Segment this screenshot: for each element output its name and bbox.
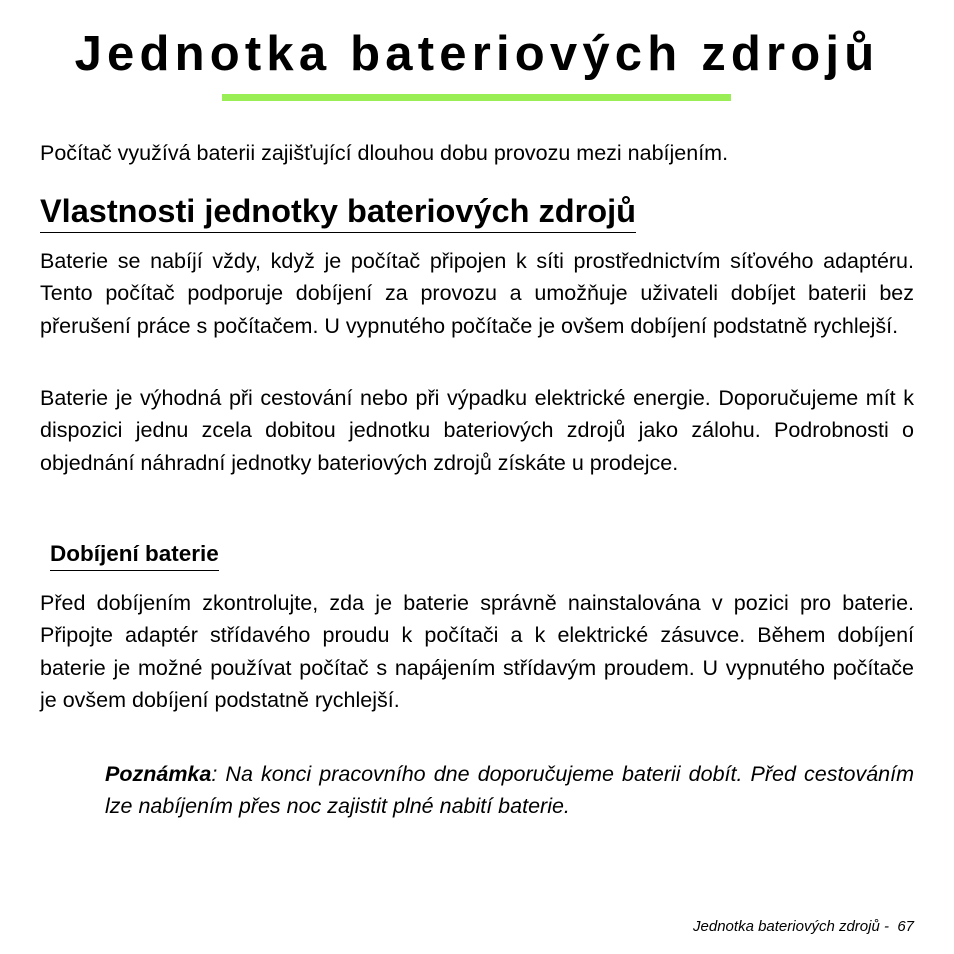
note-text: : Na konci pracovního dne doporučujeme baterii dobít. Před cestováním lze nabíjením přes noc zajistit plné nabití baterie. <box>105 762 914 819</box>
page-title: Jednotka bateriových zdrojů <box>74 27 880 81</box>
section-heading: Vlastnosti jednotky bateriových zdrojů <box>40 190 636 233</box>
title-underline-rule <box>222 94 731 101</box>
footer-running-title: Jednotka bateriových zdrojů <box>693 918 880 935</box>
section-paragraph-1: Baterie se nabíjí vždy, když je počítač připojen k síti prostřednictvím síťového adaptéru. Tento počítač podporuje dobíjení za provozu a umožňuje uživateli dobíjet baterii bez přerušení práce s počítačem. U vypnutého počítače je ovšem dobíjení podstatně rychlejší. <box>40 249 914 338</box>
subsection-heading: Dobíjení baterie <box>50 538 219 571</box>
note-label: Poznámka <box>105 762 212 786</box>
intro-paragraph: Počítač využívá baterii zajišťující dlouhou dobu provozu mezi nabíjením. <box>40 141 729 165</box>
subsection-paragraph: Před dobíjením zkontrolujte, zda je baterie správně nainstalována v pozici pro baterie. Připojte adaptér střídavého proudu k počítači a k elektrické zásuvce. Během dobíjení baterie je možné používat počítač s napájením střídavým proudem. U vypnutého počítače je ovšem dobíjení podstatně rychlejší. <box>40 591 914 712</box>
footer-separator: - <box>879 918 898 935</box>
note-block <box>105 758 914 823</box>
section-paragraph-2: Baterie je výhodná při cestování nebo při výpadku elektrické energie. Doporučujeme mít k dispozici jednu zcela dobitou jednotku bateriových zdrojů jako zálohu. Podrobnosti o objednání náhradní jednotky bateriových zdrojů získáte u prodejce. <box>40 386 914 475</box>
page-footer <box>693 917 914 937</box>
footer-page-number: 67 <box>897 918 914 935</box>
